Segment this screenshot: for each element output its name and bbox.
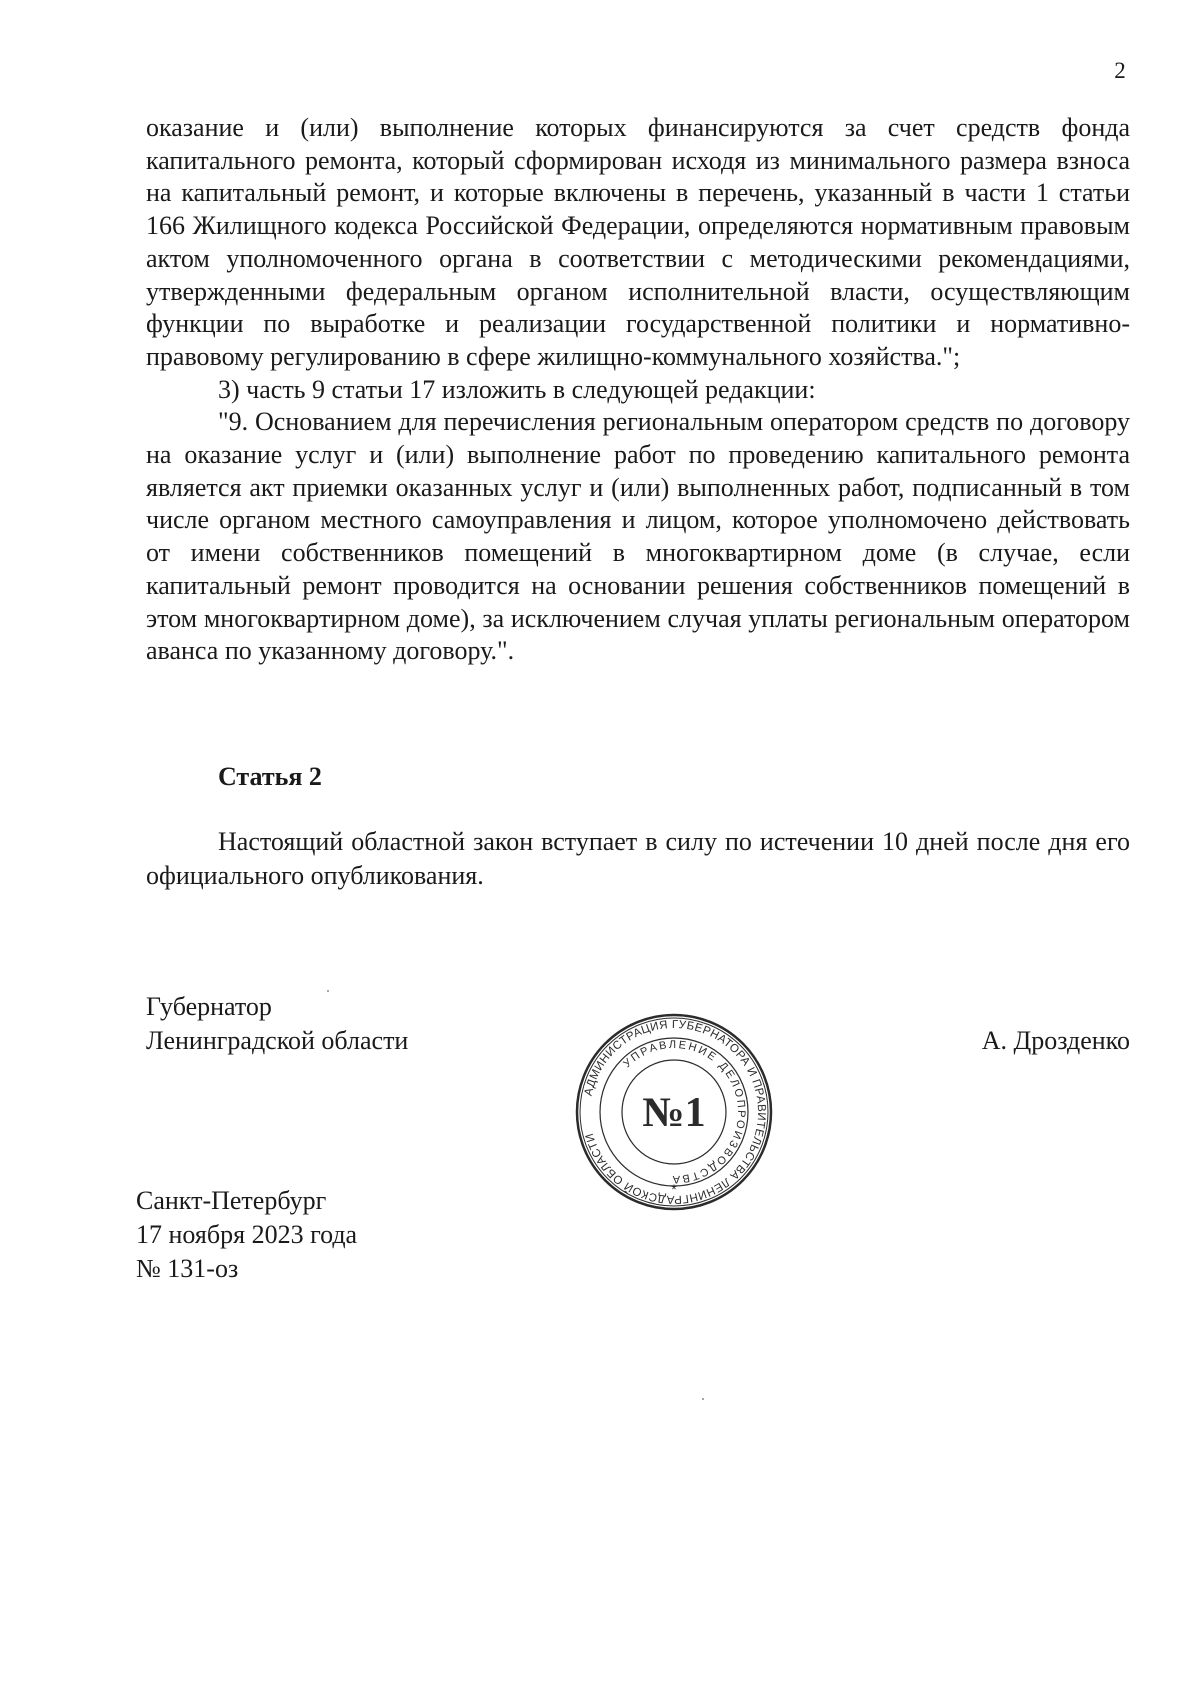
scan-speck	[327, 990, 329, 992]
place-date-block	[136, 1184, 357, 1286]
place-city: Санкт-Петербург	[136, 1186, 327, 1215]
article-2-text: Настоящий областной закон вступает в силу по истечении 10 дней после дня его официального опубликования.	[146, 827, 1130, 890]
place-date: 17 ноября 2023 года	[136, 1220, 358, 1249]
body-text	[146, 112, 1130, 668]
law-number: № 131-оз	[136, 1254, 239, 1283]
paragraph-item-3: 3) часть 9 статьи 17 изложить в следующей редакции:	[218, 374, 816, 404]
signatory-title-line-1: Губернатор	[146, 992, 272, 1021]
official-stamp	[574, 1012, 774, 1212]
stamp-outer-textpath: АДМИНИСТРАЦИЯ ГУБЕРНАТОРА И ПРАВИТЕЛЬСТВА ЛЕНИНГРАДСКОЙ ОБЛАСТИ	[582, 1018, 768, 1206]
stamp-inner-textpath: УПРАВЛЕНИЕ ДЕЛОПРОИЗВОДСТВА	[621, 1038, 748, 1186]
paragraph-part-9: "9. Основанием для перечисления региональным оператором средств по договору на оказание услуг и (или) выполнение работ по проведению капитального ремонта является акт приемки оказанных услуг и (или) выполненных работ, подписанный в том числе органом местного самоуправления и лицом, которое уполномочено действовать от имени собственников помещений в многоквартирном доме (в случае, если капитальный ремонт проводится на основании решения собственников помещений в этом многоквартирном доме), за исключением случая уплаты региональным оператором аванса по указанному договору.".	[146, 407, 1130, 666]
article-2-heading: Статья 2	[218, 762, 322, 791]
signatory-title-line-2: Ленинградской области	[146, 1026, 409, 1055]
signatory-name: А. Дрозденко	[981, 1026, 1130, 1055]
scan-speck	[702, 1398, 704, 1400]
stamp-star: *	[671, 1181, 677, 1197]
signatory-title	[146, 990, 408, 1058]
paragraph-continuation: оказание и (или) выполнение которых финансируются за счет средств фонда капитального ремонта, который сформирован исходя из минимального размера взноса на капитальный ремонт, и которые включены в перечень, указанный в части 1 статьи 166 Жилищного кодекса Российской Федерации, определяются нормативным правовым актом уполномоченного органа в соответствии с методическими рекомендациями, утвержденными федеральным органом исполнительной власти, осуществляющим функции по выработке и реализации государственной политики и нормативно-правовому регулированию в сфере жилищно-коммунального хозяйства.";	[146, 113, 1130, 371]
stamp-center-number: №1	[642, 1090, 706, 1136]
page-number: 2	[1114, 58, 1126, 83]
